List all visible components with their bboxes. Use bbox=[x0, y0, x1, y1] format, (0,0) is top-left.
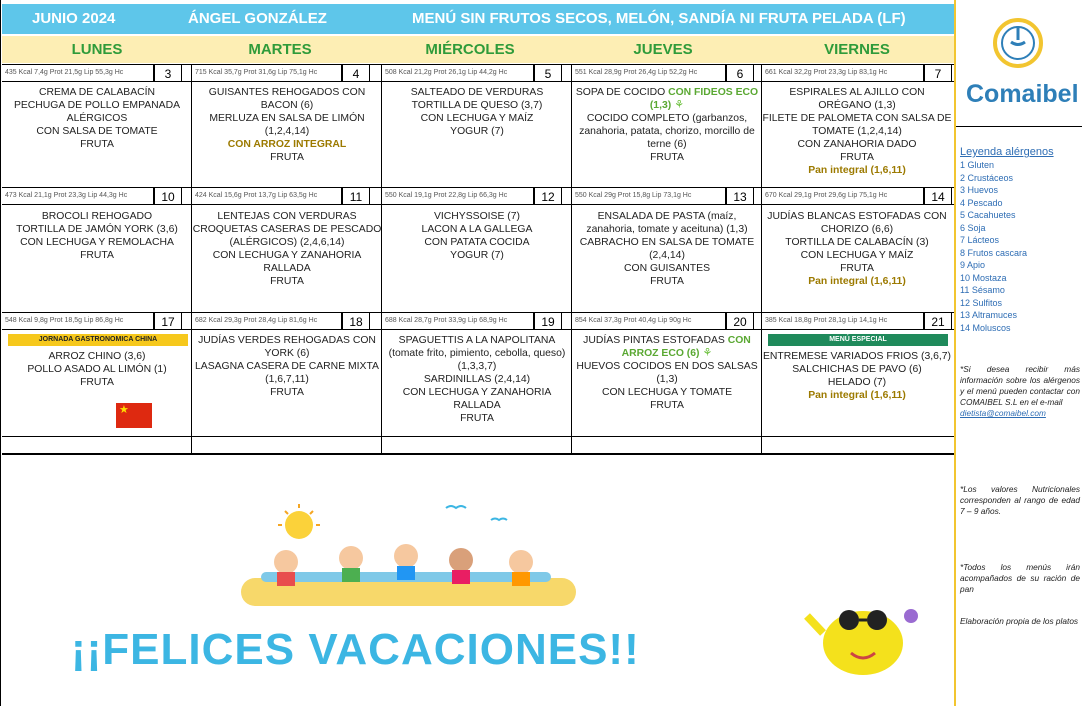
nutrition-info: 682 Kcal 29,3g Prot 28,4g Lip 81,6g Hc bbox=[192, 313, 342, 329]
eco-leaf-icon: ⚘ bbox=[671, 99, 685, 111]
brand-name: Comaibel bbox=[966, 80, 1079, 108]
dish-line: FILETE DE PALOMETA CON SALSA DE TOMATE (1,2,4,14) bbox=[762, 113, 952, 137]
china-flag-icon: ★ bbox=[116, 403, 152, 428]
info-note-text: *Si desea recibir más información sobre los alérgenos y el menú pueden contactar con COMAIBEL S.L en el e-mail bbox=[960, 364, 1080, 407]
nutrition-info: 508 Kcal 21,2g Prot 26,1g Lip 44,2g Hc bbox=[382, 65, 534, 81]
nutrition-info: 688 Kcal 28,7g Prot 33,9g Lip 68,9g Hc bbox=[382, 313, 534, 329]
dish-line: FRUTA bbox=[650, 400, 684, 411]
whole-grain-note: Pan integral (1,6,11) bbox=[808, 165, 906, 176]
header-month: JUNIO 2024 bbox=[32, 10, 116, 27]
menu-cell bbox=[572, 210, 762, 288]
day-number: 18 bbox=[342, 313, 370, 329]
allergen-item: 10 Mostaza bbox=[960, 272, 1007, 283]
dish-line: TORTILLA DE JAMÓN YORK (3,6) bbox=[16, 224, 178, 235]
dish-line: FRUTA bbox=[80, 377, 114, 388]
header-name: ÁNGEL GONZÁLEZ bbox=[188, 10, 327, 27]
day-label: JUEVES bbox=[633, 41, 693, 58]
dish-line: LASAGNA CASERA DE CARNE MIXTA (1,6,7,11) bbox=[194, 361, 379, 385]
nutrition-row bbox=[2, 187, 954, 205]
dish-line: PECHUGA DE POLLO EMPANADA ALÉRGICOS bbox=[13, 100, 181, 124]
comaibel-logo-icon bbox=[993, 18, 1043, 68]
allergen-item: 5 Cacahuetes bbox=[960, 210, 1016, 220]
kids-beach-illustration bbox=[241, 500, 576, 610]
menu-cell bbox=[382, 86, 572, 138]
elaboration-note: Elaboración propia de los platos bbox=[960, 616, 1079, 626]
menu-cell bbox=[2, 210, 192, 262]
dish-line: YOGUR (7) bbox=[450, 126, 504, 137]
bottom-empty-row bbox=[2, 436, 954, 454]
day-number: 10 bbox=[154, 188, 182, 204]
menu-cell bbox=[762, 86, 952, 177]
day-number: 19 bbox=[534, 313, 562, 329]
menu-cell bbox=[192, 334, 382, 399]
nutrition-note: *Los valores Nutricionales corresponden al rango de edad 7 – 9 años. bbox=[960, 484, 1080, 516]
dish-line: LENTEJAS CON VERDURAS bbox=[217, 211, 357, 222]
allergen-item: 9 Apio bbox=[960, 260, 986, 270]
dish-line: POLLO ASADO AL LIMÓN (1) bbox=[27, 364, 167, 375]
nutrition-info: 551 Kcal 28,9g Prot 26,4g Lip 52,2g Hc bbox=[572, 65, 726, 81]
day-number: 3 bbox=[154, 65, 182, 81]
grid-bottom-line bbox=[2, 454, 954, 455]
dish-line: CREMA DE CALABACÍN bbox=[38, 87, 156, 98]
menu-cell bbox=[192, 210, 382, 288]
allergen-item: 3 Huevos bbox=[960, 185, 999, 195]
mascot-illustration bbox=[801, 598, 926, 678]
eco-leaf-icon: ⚘ bbox=[699, 347, 713, 359]
allergen-item: 8 Frutos cascara bbox=[960, 247, 1028, 258]
header-bar bbox=[2, 4, 954, 34]
menu-cell bbox=[2, 86, 192, 151]
allergen-item: 1 Gluten bbox=[960, 160, 995, 170]
menu-cell bbox=[382, 334, 572, 425]
nutrition-info: 435 Kcal 7,4g Prot 21,5g Lip 55,3g Hc bbox=[2, 65, 154, 81]
nutrition-info: 715 Kcal 35,7g Prot 31,6g Lip 75,1g Hc bbox=[192, 65, 342, 81]
dish-line: MERLUZA EN SALSA DE LIMÓN (1,2,4,14) bbox=[209, 113, 365, 137]
nutrition-info: 473 Kcal 21,1g Prot 23,3g Lip 44,3g Hc bbox=[2, 188, 154, 204]
nutrition-info: 424 Kcal 15,6g Prot 13,7g Lip 63,5g Hc bbox=[192, 188, 342, 204]
dish-line: JUDÍAS BLANCAS ESTOFADAS CON CHORIZO (6,6) bbox=[767, 211, 947, 235]
nutrition-info: 385 Kcal 18,8g Prot 28,1g Lip 14,1g Hc bbox=[762, 313, 924, 329]
dish-line: CROQUETAS CASERAS DE PESCADO (ALÉRGICOS) (2,4,6,14) bbox=[192, 224, 382, 248]
nutrition-info: 550 Kcal 19,1g Prot 22,8g Lip 66,3g Hc bbox=[382, 188, 534, 204]
dish-text: SOPA DE COCIDO bbox=[575, 87, 669, 98]
dish-line: TORTILLA DE CALABACÍN (3) bbox=[785, 237, 929, 248]
eco-dish-text: CON ARROZ ECO (6) bbox=[621, 335, 751, 359]
header-menu: MENÚ SIN FRUTOS SECOS, MELÓN, SANDÍA NI FRUTA PELADA (LF) bbox=[412, 10, 906, 27]
whole-grain-note: Pan integral (1,6,11) bbox=[808, 390, 906, 401]
dish-line: BROCOLI REHOGADO bbox=[41, 211, 153, 222]
dish-line: SALTEADO DE VERDURAS bbox=[410, 87, 544, 98]
dish-line: CON LECHUGA Y ZANAHORIA RALLADA bbox=[402, 387, 552, 411]
dish-line: GUISANTES REHOGADOS CON BACON (6) bbox=[208, 87, 366, 111]
day-number: 13 bbox=[726, 188, 754, 204]
day-number: 12 bbox=[534, 188, 562, 204]
dish-line: CON GUISANTES bbox=[623, 263, 711, 274]
allergen-item: 7 Lácteos bbox=[960, 235, 1000, 245]
day-number: 20 bbox=[726, 313, 754, 329]
dish-line: CABRACHO EN SALSA DE TOMATE (2,4,14) bbox=[579, 237, 755, 261]
dish-line: ENSALADA DE PASTA (maíz, zanahoria, tomate y aceituna) (1,3) bbox=[586, 211, 748, 235]
nutrition-info: 548 Kcal 9,8g Prot 18,5g Lip 86,8g Hc bbox=[2, 313, 154, 329]
dish-line: FRUTA bbox=[80, 250, 114, 261]
dish-line: FRUTA bbox=[840, 263, 874, 274]
menu-cell bbox=[762, 350, 952, 402]
menu-cell bbox=[762, 210, 952, 288]
day-number: 7 bbox=[924, 65, 952, 81]
day-number: 6 bbox=[726, 65, 754, 81]
dish-line: VICHYSSOISE (7) bbox=[433, 211, 521, 222]
dish-line: CON LECHUGA Y TOMATE bbox=[601, 387, 733, 398]
dish-line: LACON A LA GALLEGA bbox=[421, 224, 533, 235]
menu-cell bbox=[2, 350, 192, 389]
dish-line: HUEVOS COCIDOS EN DOS SALSAS (1,3) bbox=[576, 361, 758, 385]
allergen-item: 14 Moluscos bbox=[960, 322, 1011, 333]
column-divider bbox=[761, 64, 762, 454]
dish-line: ENTREMESE VARIADOS FRIOS (3,6,7) bbox=[762, 351, 952, 362]
dish-line: FRUTA bbox=[840, 152, 874, 163]
nutrition-row bbox=[2, 64, 954, 82]
dish-line: CON LECHUGA Y ZANAHORIA RALLADA bbox=[212, 250, 362, 274]
column-divider bbox=[381, 64, 382, 454]
nutrition-info: 550 Kcal 29g Prot 15,8g Lip 73,1g Hc bbox=[572, 188, 726, 204]
legend-title: Leyenda alérgenos bbox=[960, 146, 1054, 158]
day-number: 4 bbox=[342, 65, 370, 81]
day-label: MARTES bbox=[248, 41, 312, 58]
dish-line: CON LECHUGA Y MAÍZ bbox=[420, 113, 534, 124]
special-badge: JORNADA GASTRONOMICA CHINA bbox=[8, 334, 188, 346]
bread-note: *Todos los menús irán acompañados de su ración de pan bbox=[960, 562, 1080, 594]
day-number: 5 bbox=[534, 65, 562, 81]
weekday-bar bbox=[2, 36, 954, 63]
dish-line: COCIDO COMPLETO (garbanzos, zanahoria, patata, chorizo, morcillo de terne (6) bbox=[579, 113, 755, 150]
column-divider bbox=[571, 64, 572, 454]
day-number: 17 bbox=[154, 313, 182, 329]
day-label: VIERNES bbox=[824, 41, 890, 58]
dish-line: SARDINILLAS (2,4,14) bbox=[423, 374, 531, 385]
dish-line: FRUTA bbox=[460, 413, 494, 424]
nutrition-info: 661 Kcal 32,2g Prot 23,3g Lip 83,1g Hc bbox=[762, 65, 924, 81]
dish-line: ESPIRALES AL AJILLO CON ORÉGANO (1,3) bbox=[789, 87, 925, 111]
eco-dish-text: CON FIDEOS ECO (1,3) bbox=[649, 87, 759, 111]
dish-line: JUDÍAS VERDES REHOGADAS CON YORK (6) bbox=[198, 335, 376, 359]
sidebar-divider bbox=[956, 126, 1082, 127]
dish-line: YOGUR (7) bbox=[450, 250, 504, 261]
dish-line: FRUTA bbox=[270, 152, 304, 163]
dish-line: ARROZ CHINO (3,6) bbox=[48, 351, 146, 362]
dish-line: CON SALSA DE TOMATE bbox=[36, 126, 158, 137]
whole-grain-note: CON ARROZ INTEGRAL bbox=[227, 139, 347, 150]
allergen-item: 13 Altramuces bbox=[960, 310, 1018, 320]
dish-line: SPAGUETTIS A LA NAPOLITANA (tomate frito, pimiento, cebolla, queso) (1,3,3,7) bbox=[388, 335, 566, 372]
menu-cell bbox=[382, 210, 572, 262]
vacation-banner: ¡¡FELICES VACACIONES!! bbox=[71, 625, 640, 674]
dish-line: CON LECHUGA Y REMOLACHA bbox=[20, 237, 174, 248]
special-badge: MENÚ ESPECIAL bbox=[768, 334, 948, 346]
dish-text: JUDÍAS PINTAS ESTOFADAS bbox=[583, 335, 728, 346]
menu-cell bbox=[572, 86, 762, 164]
allergen-item: 2 Crustáceos bbox=[960, 172, 1014, 183]
allergen-item: 4 Pescado bbox=[960, 197, 1003, 208]
whole-grain-note: Pan integral (1,6,11) bbox=[808, 276, 906, 287]
dish-line: FRUTA bbox=[650, 152, 684, 163]
dish-line: HELADO (7) bbox=[827, 377, 887, 388]
dish-line: FRUTA bbox=[270, 387, 304, 398]
nutrition-info: 854 Kcal 37,3g Prot 40,4g Lip 90g Hc bbox=[572, 313, 726, 329]
dish-line: CON PATATA COCIDA bbox=[424, 237, 530, 248]
nutrition-info: 670 Kcal 29,1g Prot 29,6g Lip 75,1g Hc bbox=[762, 188, 924, 204]
dish-line: FRUTA bbox=[80, 139, 114, 150]
allergen-item: 11 Sésamo bbox=[960, 285, 1005, 295]
dish-line: FRUTA bbox=[650, 276, 684, 287]
allergen-item: 12 Sulfitos bbox=[960, 297, 1003, 308]
day-label: MIÉRCOLES bbox=[425, 41, 515, 58]
dish-line: FRUTA bbox=[270, 276, 304, 287]
day-number: 21 bbox=[924, 313, 952, 329]
allergen-item: 6 Soja bbox=[960, 222, 986, 233]
day-label: LUNES bbox=[71, 41, 123, 58]
nutrition-row bbox=[2, 312, 954, 330]
dish-line: CON ZANAHORIA DADO bbox=[797, 139, 917, 150]
menu-cell bbox=[572, 334, 762, 412]
dish-line: CON LECHUGA Y MAÍZ bbox=[800, 250, 914, 261]
column-divider bbox=[191, 64, 192, 454]
email-link[interactable]: dietista@comaibel.com bbox=[960, 408, 1046, 418]
day-number: 14 bbox=[924, 188, 952, 204]
dish-line: SALCHICHAS DE PAVO (6) bbox=[792, 364, 922, 375]
menu-cell bbox=[192, 86, 382, 164]
sidebar bbox=[954, 0, 1082, 706]
dish-line: TORTILLA DE QUESO (3,7) bbox=[411, 100, 543, 111]
day-number: 11 bbox=[342, 188, 370, 204]
info-note bbox=[960, 364, 1080, 419]
